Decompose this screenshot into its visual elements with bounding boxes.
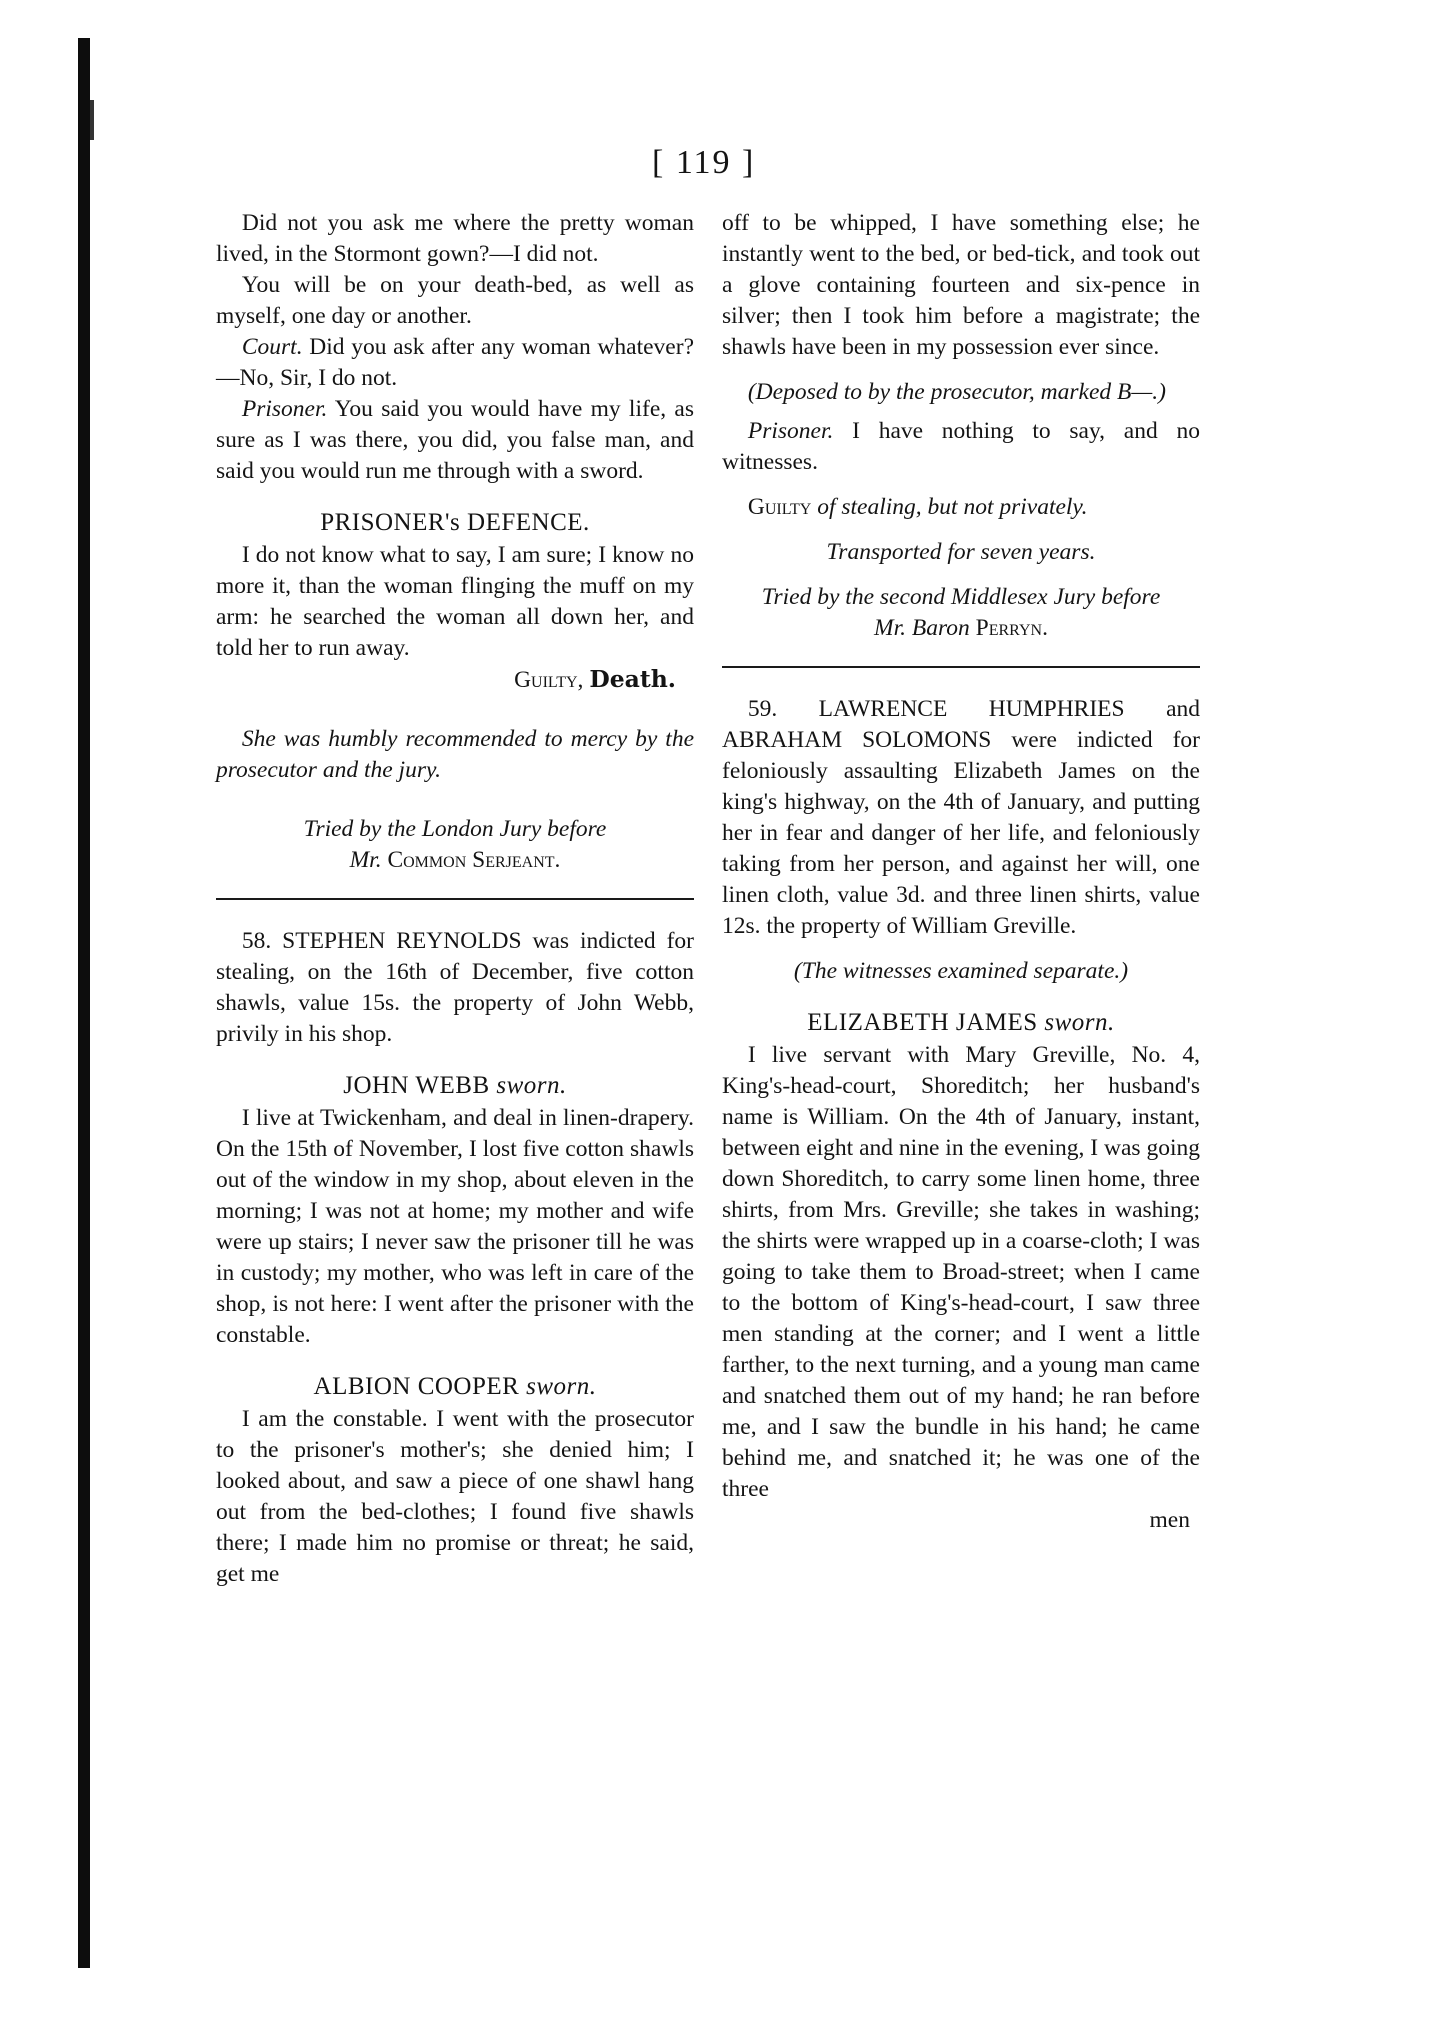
speaker-label: Prisoner. [747,418,834,444]
binding-edge [78,38,90,1968]
speaker-text: You said you would have my life, as sure as I was there, you did, you false man, and said you would run me through with a sword. [216,396,694,484]
speaker-label: Prisoner. [241,396,328,422]
tried-judge-line [216,845,694,876]
speaker-text: I have nothing to say, and no witnesses. [722,418,1200,475]
testimony-paragraph: I live at Twickenham, and deal in linen-drapery. On the 15th of November, I lost five cotton shawls out of the window in my shop, about eleven in the morning; I was not at home; my mother and wife were up stairs; I never saw the prisoner till he was in custody; my mother, who was left in care of the shop, is not here: I went after the prisoner with the constable. [216,1105,694,1348]
sworn-label: sworn. [1044,1009,1115,1036]
verdict-detail: of stealing, but not privately. [811,494,1088,520]
case-58-indictment: 58. STEPHEN REYNOLDS was indicted for stealing, on the 16th of December, five cotton shawls, value 15s. the property of John Webb, privily in his shop. [216,928,694,1047]
witness-name: JOHN WEBB [343,1072,490,1099]
verdict-line [216,664,694,696]
sworn-label: sworn. [496,1072,567,1099]
tried-mr: Mr. Baron [874,615,970,641]
testimony-paragraph: I am the constable. I went with the prosecutor to the prisoner's mother's; she denied him; I looked about, and saw a piece of one shawl hang out from the bed-clothes; I found five shawls there; I made him no promise or threat; he said, get me [216,1406,694,1587]
speaker-text: Did you ask after any woman whatever?—No, Sir, I do not. [216,334,694,391]
defence-paragraph: I do not know what to say, I am sure; I know no more it, than the woman flinging the muff on my arm: he searched the woman all down her, and told her to run away. [216,542,694,661]
section-divider [722,666,1200,668]
left-column [216,208,694,1590]
speaker-label: Court. [241,334,303,360]
page-number: [ 119 ] [652,144,756,181]
witness-heading [216,1070,694,1101]
mercy-note: She was humbly recommended to mercy by the prosecutor and the jury. [216,726,694,783]
right-column [722,208,1200,1536]
verdict-death: Death. [589,665,676,693]
sentence-line: Transported for seven years. [826,539,1096,565]
witness-heading [216,1371,694,1402]
case-59-indictment: 59. LAWRENCE HUMPHRIES and ABRAHAM SOLOMONS were indicted for feloniously assaulting Elizabeth James on the king's highway, on the 4th of January, and putting her in fear and danger of her life, and feloniously taking from her person, and against her will, one linen cloth, value 3d. and three linen shirts, value 12s. the property of William Greville. [722,696,1200,939]
tried-mr: Mr. [349,847,382,873]
deposed-note: (Deposed to by the prosecutor, marked B—.) [747,379,1166,405]
witness-heading [722,1007,1200,1038]
testimony-continuation: off to be whipped, I have something else; he instantly went to the bed, or bed-tick, and took out a glove containing fourteen and six-pence in silver; then I took him before a magistrate; the shawls have been in my possession ever since. [722,210,1200,360]
verdict-line [722,492,1200,523]
judge-name: Perryn. [975,615,1048,641]
tried-line: Tried by the second Middlesex Jury before [761,584,1161,610]
catchword: men [1149,1507,1190,1533]
dialogue-paragraph: Did not you ask me where the pretty woman lived, in the Stormont gown?—I did not. [216,210,694,267]
binding-notch [90,100,94,140]
prisoner-statement [722,416,1200,478]
tried-judge-line [722,613,1200,644]
witness-name: ALBION COOPER [313,1373,520,1400]
dialogue-paragraph: You will be on your death-bed, as well as myself, one day or another. [216,272,694,329]
judge-name: Common Serjeant. [387,847,561,873]
verdict-guilty: Guilty, [514,667,584,693]
dialogue-paragraph [216,394,694,487]
section-divider [216,898,694,900]
tried-line: Tried by the London Jury before [303,816,607,842]
verdict-guilty: Guilty [747,494,812,520]
defence-heading: PRISONER's DEFENCE. [320,509,590,536]
separate-note: (The witnesses examined separate.) [793,958,1129,984]
dialogue-paragraph [216,332,694,394]
witness-name: ELIZABETH JAMES [807,1009,1038,1036]
sworn-label: sworn. [526,1373,597,1400]
testimony-paragraph: I live servant with Mary Greville, No. 4, King's-head-court, Shoreditch; her husband's name is William. On the 4th of January, instant, between eight and nine in the evening, I was going down Shoreditch, to carry some linen home, three shirts, from Mrs. Greville; she takes in washing; the shirts were wrapped up in a coarse-cloth; I was going to take them to Broad-street; when I came to the bottom of King's-head-court, I saw three men standing at the corner; and I went a little farther, to the next turning, and a young man came and snatched them out of my hand; he ran before me, and I saw the bundle in his hand; he came behind me, and snatched it; he was one of the three [722,1042,1200,1502]
